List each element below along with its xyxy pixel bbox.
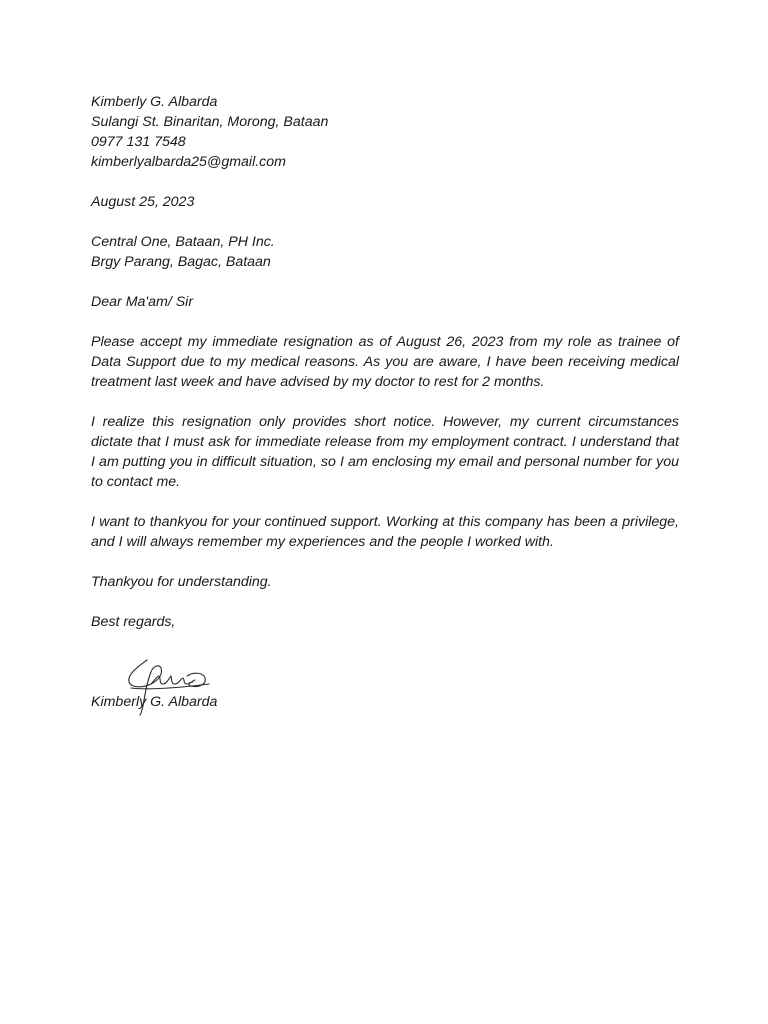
salutation: Dear Ma'am/ Sir [91, 294, 194, 310]
signature-name: Kimberly G. Albarda [91, 694, 218, 710]
letter-date: August 25, 2023 [91, 194, 195, 210]
sender-email: kimberlyalbarda25@gmail.com [91, 154, 286, 170]
sender-block [91, 92, 679, 172]
signature-block [91, 652, 679, 710]
closing-block [91, 612, 679, 632]
sender-address: Sulangi St. Binaritan, Morong, Bataan [91, 114, 329, 130]
recipient-company: Central One, Bataan, PH Inc. [91, 234, 275, 250]
body-paragraph-4: Thankyou for understanding. [91, 574, 272, 590]
sender-phone: 0977 131 7548 [91, 134, 186, 150]
salutation-block [91, 292, 679, 312]
body-paragraph-1: Please accept my immediate resignation as of August 26, 2023 from my role as trainee of Data Support due to my medical reasons. As you are aware, I have been receiving medical treatment last week and have advised by my doctor to rest for 2 months. [91, 334, 679, 390]
recipient-block [91, 232, 679, 272]
date-block [91, 192, 679, 212]
body-paragraph-3: I want to thankyou for your continued support. Working at this company has been a privilege, and I will always remember my experiences and the people I worked with. [91, 514, 679, 550]
resignation-letter [91, 92, 679, 710]
body-paragraph-2: I realize this resignation only provides short notice. However, my current circumstances dictate that I must ask for immediate release from my employment contract. I understand that I am putting you in difficult situation, so I am enclosing my email and personal number for you to contact me. [91, 414, 679, 490]
closing: Best regards, [91, 614, 176, 630]
sender-name: Kimberly G. Albarda [91, 94, 218, 110]
recipient-address: Brgy Parang, Bagac, Bataan [91, 254, 271, 270]
